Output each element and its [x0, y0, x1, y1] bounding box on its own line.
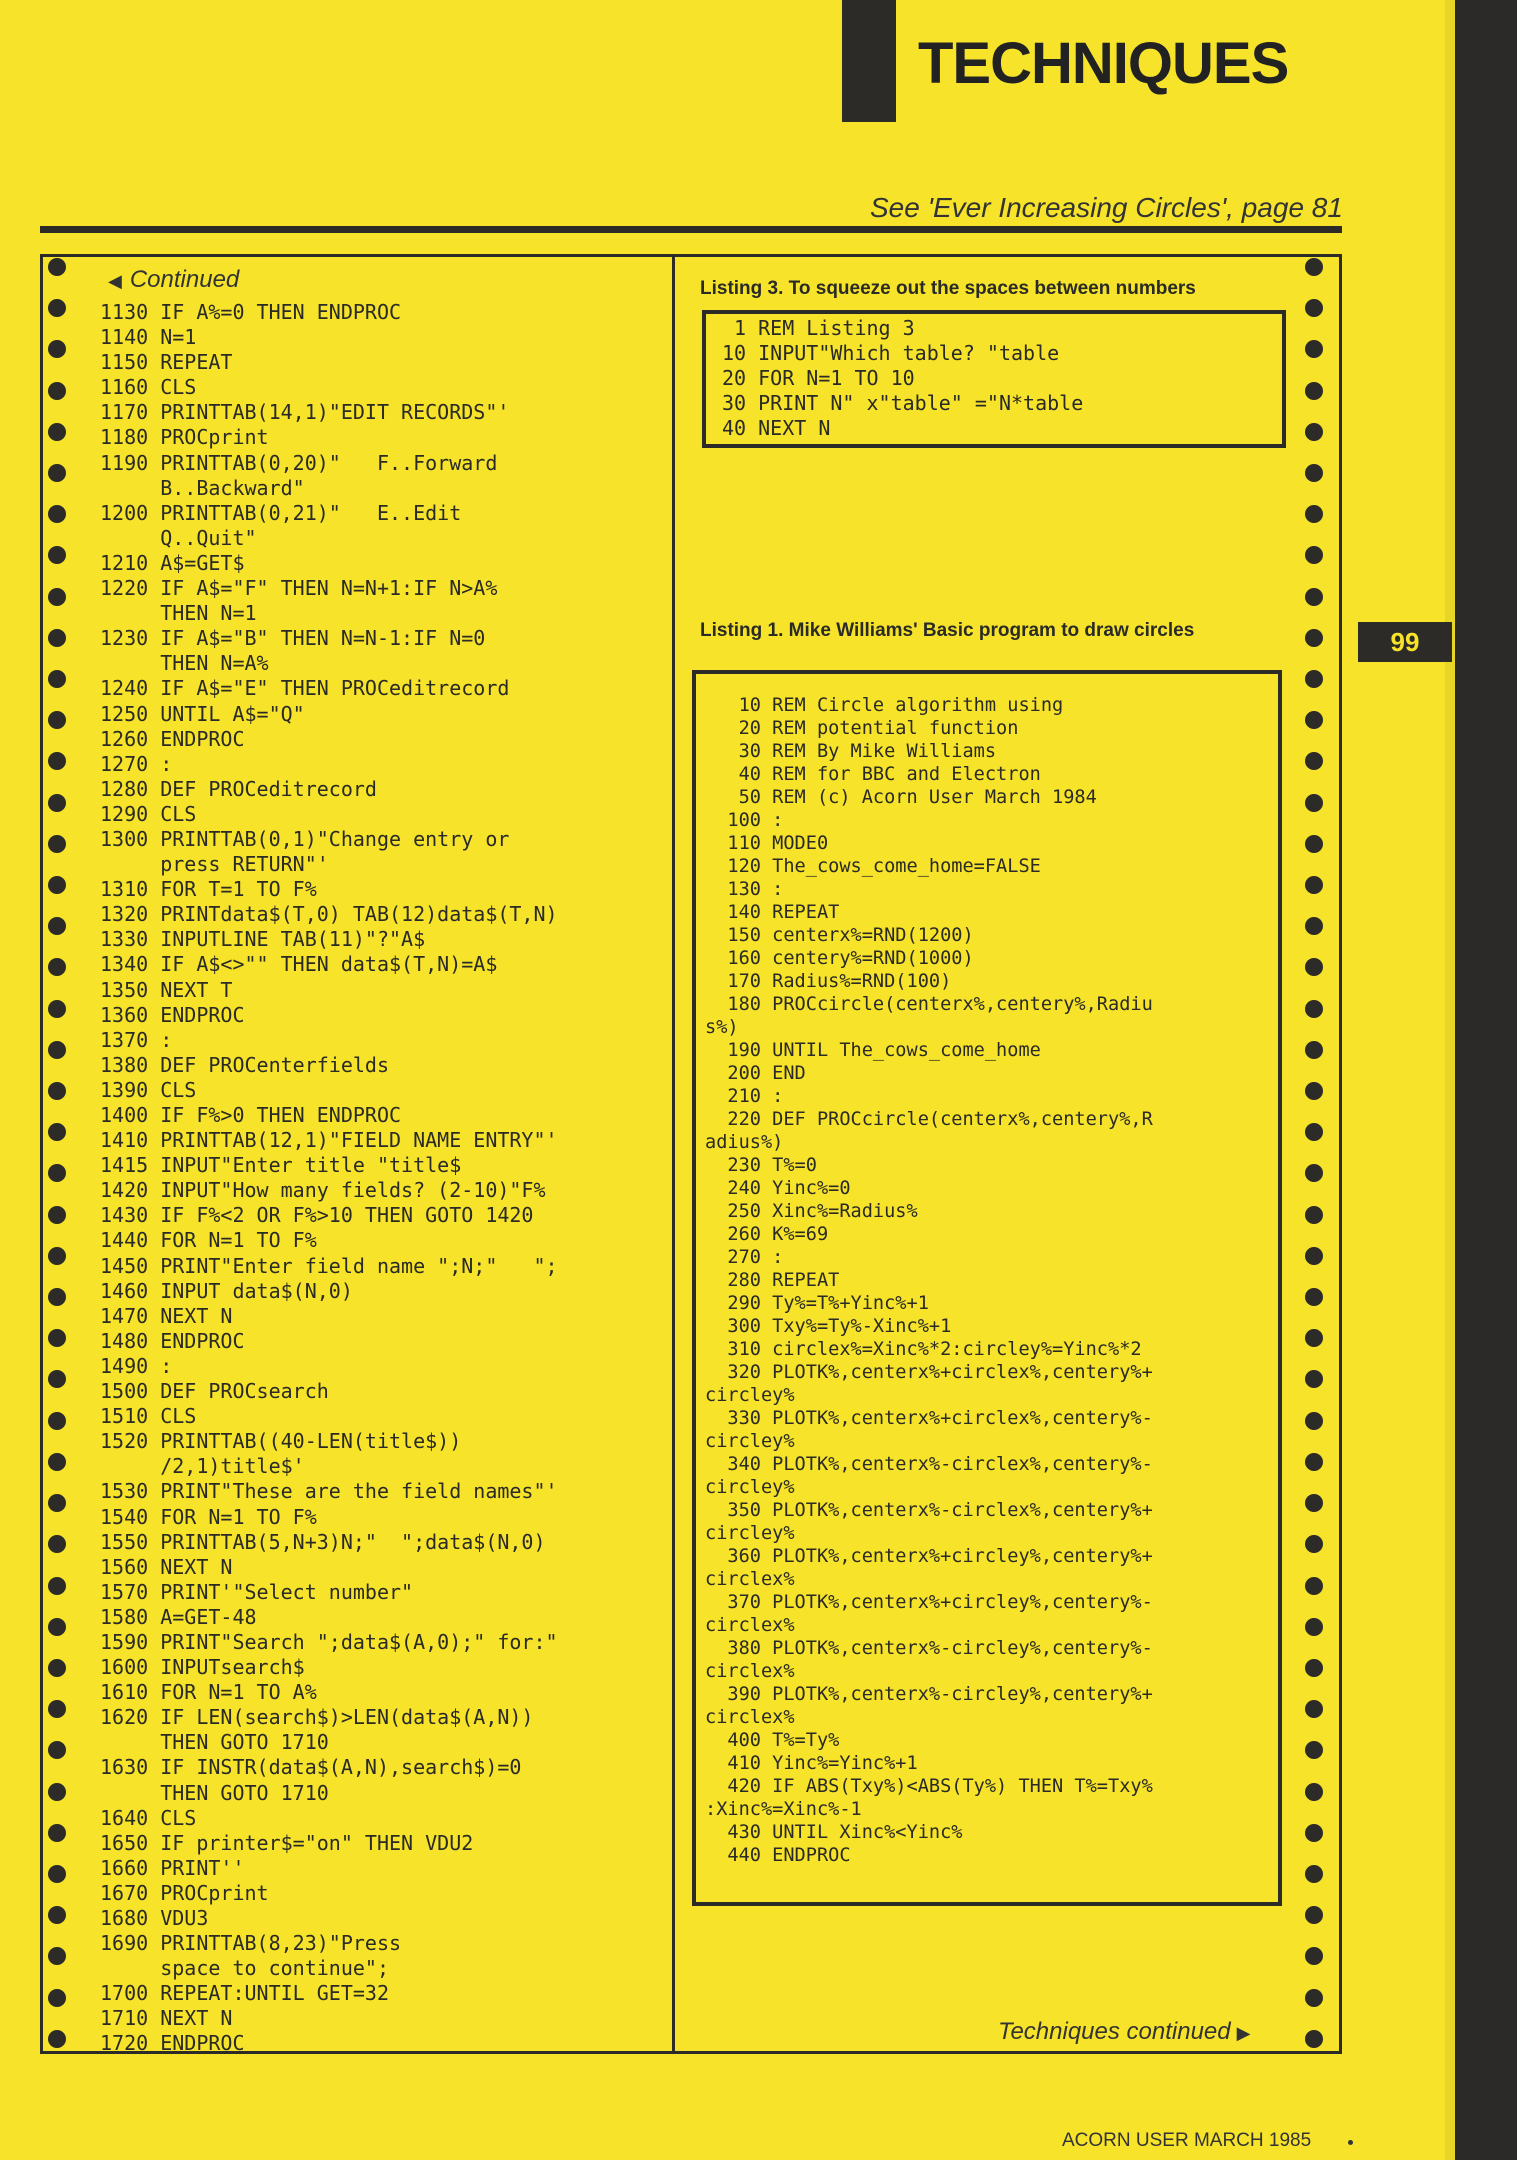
feed-hole [48, 835, 66, 853]
code-line: 170 Radius%=RND(100) [705, 971, 952, 992]
code-line: circley% [705, 1523, 795, 1544]
feed-hole [1305, 670, 1323, 688]
feed-hole [48, 1453, 66, 1471]
code-line: 1420 INPUT"How many fields? (2-10)"F% [100, 1178, 546, 1203]
code-line: 190 UNTIL The_cows_come_home [705, 1040, 1041, 1061]
code-line: 300 Txy%=Ty%-Xinc%+1 [705, 1316, 952, 1337]
feed-hole [48, 1741, 66, 1759]
code-line: 160 centery%=RND(1000) [705, 948, 974, 969]
code-line: 180 PROCcircle(centerx%,centery%,Radiu [705, 994, 1153, 1015]
code-line: 1310 FOR T=1 TO F% [100, 877, 317, 902]
feed-hole [48, 1412, 66, 1430]
listing3-caption: Listing 3. To squeeze out the spaces between numbers [700, 278, 1196, 299]
feed-hole [1305, 299, 1323, 317]
code-line: 1400 IF F%>0 THEN ENDPROC [100, 1103, 402, 1127]
code-line: adius%) [705, 1132, 784, 1153]
code-line: 1660 PRINT'' [100, 1855, 245, 1880]
feed-hole [48, 1535, 66, 1553]
feed-hole [1305, 1494, 1323, 1512]
code-line: 1490 : [100, 1353, 173, 1378]
code-line: 130 : [705, 879, 784, 900]
code-line: 280 REPEAT [705, 1270, 840, 1291]
code-line: 30 REM By Mike Williams [705, 741, 997, 762]
techniques-continued [998, 2018, 1250, 2046]
code-line: 200 END [705, 1063, 806, 1084]
code-line: 310 circlex%=Xinc%*2:circley%=Yinc%*2 [705, 1339, 1142, 1360]
code-line: 50 REM (c) Acorn User March 1984 [705, 787, 1097, 808]
feed-hole [1305, 1865, 1323, 1883]
code-line: 1230 IF A$="B" THEN N=N-1:IF N=0 [100, 626, 486, 651]
feed-hole [48, 588, 66, 606]
listing1-caption: Listing 1. Mike Williams' Basic program to draw circles [700, 620, 1195, 641]
feed-hole [48, 1164, 66, 1182]
feed-hole [1305, 1535, 1323, 1553]
code-line: 1520 PRINTTAB((40-LEN(title$)) [100, 1429, 462, 1454]
code-line: 1190 PRINTTAB(0,20)" F..Forward [100, 450, 498, 475]
feed-hole [48, 752, 66, 770]
feed-hole [1305, 1164, 1323, 1182]
code-line: 260 K%=69 [705, 1224, 829, 1245]
code-line: 40 REM for BBC and Electron [705, 764, 1041, 785]
feed-hole [1305, 423, 1323, 441]
feed-hole [1305, 1618, 1323, 1636]
page-gutter-shade [1445, 0, 1455, 2160]
code-line: 370 PLOTK%,centerx%+circley%,centery%- [705, 1592, 1153, 1613]
code-line: 1200 PRINTTAB(0,21)" E..Edit [100, 500, 462, 525]
cross-reference: See 'Ever Increasing Circles', page 81 [870, 192, 1343, 223]
code-line: circlex% [705, 1615, 795, 1636]
code-line: 1170 PRINTTAB(14,1)"EDIT RECORDS"' [100, 400, 510, 425]
feed-hole [1305, 382, 1323, 400]
code-line: 440 ENDPROC [705, 1845, 851, 1866]
feed-hole [1305, 629, 1323, 647]
feed-hole [48, 1041, 66, 1059]
code-line: 1630 IF INSTR(data$(A,N),search$)=0 [100, 1755, 522, 1780]
code-line: 1180 PROCprint [100, 425, 269, 450]
code-line: 1130 IF A%=0 THEN ENDPROC [100, 300, 402, 324]
code-line: 290 Ty%=T%+Yinc%+1 [705, 1293, 929, 1314]
feed-hole [1305, 1370, 1323, 1388]
listing-continued-code [100, 300, 558, 2057]
feed-hole [48, 1618, 66, 1636]
code-line: 100 : [705, 810, 784, 831]
code-line: 1670 PROCprint [100, 1880, 269, 1905]
feed-hole [48, 1123, 66, 1141]
feed-hole [48, 1288, 66, 1306]
code-line: 1610 FOR N=1 TO A% [100, 1680, 317, 1705]
code-line: 1580 A=GET-48 [100, 1604, 257, 1629]
code-line: 1590 PRINT"Search ";data$(A,0);" for:" [100, 1629, 558, 1654]
feed-hole [1305, 711, 1323, 729]
code-line: THEN GOTO 1710 [100, 1780, 329, 1805]
code-line: 1430 IF F%<2 OR F%>10 THEN GOTO 1420 [100, 1203, 534, 1228]
feed-hole [48, 670, 66, 688]
page-number-tab: 99 [1358, 622, 1452, 662]
code-line: 1160 CLS [100, 375, 197, 400]
feed-hole [1305, 1288, 1323, 1306]
code-line: 1415 INPUT"Enter title "title$ [100, 1153, 462, 1178]
code-line: 1300 PRINTTAB(0,1)"Change entry or [100, 826, 510, 851]
code-line: THEN GOTO 1710 [100, 1730, 329, 1755]
code-line: 420 IF ABS(Txy%)<ABS(Ty%) THEN T%=Txy% [705, 1776, 1153, 1797]
code-line: 250 Xinc%=Radius% [705, 1201, 918, 1222]
feed-hole [1305, 1000, 1323, 1018]
code-line: 150 centerx%=RND(1200) [705, 925, 974, 946]
code-line: 30 PRINT N" x"table" ="N*table [722, 391, 1084, 415]
feed-hole [48, 876, 66, 894]
feed-hole [1305, 1741, 1323, 1759]
code-line: 1570 PRINT'"Select number" [100, 1579, 414, 1604]
code-line: circlex% [705, 1661, 795, 1682]
feed-hole [48, 1494, 66, 1512]
code-line: 1540 FOR N=1 TO F% [100, 1504, 317, 1529]
feed-hole [48, 423, 66, 441]
feed-hole [48, 711, 66, 729]
code-line: 1390 CLS [100, 1077, 197, 1102]
tractor-feed-holes-right [1305, 258, 1325, 2048]
code-line: 380 PLOTK%,centerx%-circley%,centery%- [705, 1638, 1153, 1659]
code-line: 220 DEF PROCcircle(centerx%,centery%,R [705, 1109, 1153, 1130]
code-line: THEN N=A% [100, 651, 269, 676]
code-line: 1270 : [100, 751, 173, 776]
feed-hole [48, 1947, 66, 1965]
feed-hole [48, 917, 66, 935]
feed-hole [1305, 464, 1323, 482]
code-line: 1440 FOR N=1 TO F% [100, 1228, 317, 1253]
feed-hole [48, 1329, 66, 1347]
code-line: 210 : [705, 1086, 784, 1107]
feed-hole [1305, 1577, 1323, 1595]
continued-text: Continued [129, 266, 240, 293]
code-line: 1260 ENDPROC [100, 726, 245, 751]
feed-hole [48, 1865, 66, 1883]
code-line: press RETURN"' [100, 852, 329, 877]
feed-hole [48, 1783, 66, 1801]
feed-hole [48, 258, 66, 276]
code-line: 10 REM Circle algorithm using [705, 695, 1064, 716]
code-line: 1240 IF A$="E" THEN PROCeditrecord [100, 676, 510, 701]
code-line: 1220 IF A$="F" THEN N=N+1:IF N>A% [100, 576, 498, 601]
feed-hole [1305, 958, 1323, 976]
feed-hole [1305, 505, 1323, 523]
code-line: 1290 CLS [100, 801, 197, 826]
feed-hole [48, 299, 66, 317]
code-line: 1250 UNTIL A$="Q" [100, 701, 305, 726]
left-arrow-icon: ◀ [108, 271, 122, 291]
code-line: 140 REPEAT [705, 902, 840, 923]
right-arrow-icon: ▶ [1236, 2023, 1251, 2043]
code-line: 1410 PRINTTAB(12,1)"FIELD NAME ENTRY"' [100, 1128, 558, 1153]
feed-hole [1305, 1906, 1323, 1924]
feed-hole [1305, 1989, 1323, 2007]
code-line: 1320 PRINTdata$(T,0) TAB(12)data$(T,N) [100, 902, 558, 927]
code-line: 1470 NEXT N [100, 1303, 233, 1328]
code-line: 1640 CLS [100, 1805, 197, 1830]
magazine-footer: ACORN USER MARCH 1985 [1062, 2130, 1312, 2151]
feed-hole [48, 1700, 66, 1718]
code-line: circlex% [705, 1707, 795, 1728]
code-line: 400 T%=Ty% [705, 1730, 840, 1751]
code-line: 1560 NEXT N [100, 1554, 233, 1579]
feed-hole [48, 382, 66, 400]
continued-label [108, 266, 239, 294]
feed-hole [48, 1206, 66, 1224]
feed-hole [1305, 1412, 1323, 1430]
feed-hole [48, 2030, 66, 2048]
code-line: 1340 IF A$<>"" THEN data$(T,N)=A$ [100, 952, 498, 977]
code-line: 430 UNTIL Xinc%<Yinc% [705, 1822, 963, 1843]
feed-hole [1305, 876, 1323, 894]
feed-hole [1305, 1041, 1323, 1059]
code-line: :Xinc%=Xinc%-1 [705, 1799, 862, 1820]
code-line: 240 Yinc%=0 [705, 1178, 851, 1199]
feed-hole [1305, 258, 1323, 276]
feed-hole [1305, 794, 1323, 812]
footer-dot [1348, 2140, 1353, 2145]
tractor-feed-holes-left [48, 258, 68, 2048]
feed-hole [1305, 1700, 1323, 1718]
code-line: 350 PLOTK%,centerx%-circlex%,centery%+ [705, 1500, 1153, 1521]
feed-hole [48, 1989, 66, 2007]
feed-hole [1305, 1082, 1323, 1100]
code-line: /2,1)title$' [100, 1454, 305, 1479]
code-line: circley% [705, 1477, 795, 1498]
header-bar [842, 0, 896, 122]
code-line: 1210 A$=GET$ [100, 550, 245, 575]
feed-hole [1305, 1453, 1323, 1471]
feed-hole [48, 629, 66, 647]
code-line: THEN N=1 [100, 601, 257, 626]
code-line: s%) [705, 1017, 739, 1038]
code-line: 1500 DEF PROCsearch [100, 1379, 329, 1404]
code-line: 1360 ENDPROC [100, 1002, 245, 1027]
code-line: circley% [705, 1431, 795, 1452]
feed-hole [48, 1659, 66, 1677]
code-line: 1720 ENDPROC [100, 2031, 245, 2056]
code-line: 1330 INPUTLINE TAB(11)"?"A$ [100, 927, 426, 952]
code-line: space to continue"; [100, 1956, 389, 1981]
column-divider [672, 254, 675, 2054]
code-line: 1450 PRINT"Enter field name ";N;" "; [100, 1253, 558, 1278]
code-line: 1150 REPEAT [100, 350, 233, 375]
feed-hole [48, 1000, 66, 1018]
listing3-code [722, 316, 1083, 441]
feed-hole [48, 505, 66, 523]
feed-hole [1305, 835, 1323, 853]
feed-hole [1305, 1247, 1323, 1265]
feed-hole [48, 464, 66, 482]
feed-hole [1305, 1329, 1323, 1347]
feed-hole [1305, 340, 1323, 358]
techniques-continued-text: Techniques continued [998, 2018, 1231, 2045]
code-line: 410 Yinc%=Yinc%+1 [705, 1753, 918, 1774]
feed-hole [1305, 546, 1323, 564]
feed-hole [48, 1082, 66, 1100]
feed-hole [1305, 752, 1323, 770]
code-line: 10 INPUT"Which table? "table [722, 341, 1060, 365]
code-line: 110 MODE0 [705, 833, 829, 854]
code-line: 1 REM Listing 3 [722, 316, 915, 340]
feed-hole [48, 1824, 66, 1842]
feed-hole [48, 1577, 66, 1595]
feed-hole [48, 340, 66, 358]
code-line: 20 REM potential function [705, 718, 1019, 739]
code-line: 1620 IF LEN(search$)>LEN(data$(A,N)) [100, 1705, 534, 1730]
code-line: 1650 IF printer$="on" THEN VDU2 [100, 1830, 474, 1855]
code-line: 120 The_cows_come_home=FALSE [705, 856, 1041, 877]
code-line: 1380 DEF PROCenterfields [100, 1052, 389, 1077]
code-line: Q..Quit" [100, 525, 257, 550]
code-line: circley% [705, 1385, 795, 1406]
code-line: 230 T%=0 [705, 1155, 817, 1176]
code-line: 1460 INPUT data$(N,0) [100, 1278, 353, 1303]
code-line: 330 PLOTK%,centerx%+circlex%,centery%- [705, 1408, 1153, 1429]
code-line: 1690 PRINTTAB(8,23)"Press [100, 1931, 402, 1956]
code-line: 270 : [705, 1247, 784, 1268]
feed-hole [1305, 1783, 1323, 1801]
feed-hole [1305, 1123, 1323, 1141]
feed-hole [1305, 1659, 1323, 1677]
feed-hole [48, 1370, 66, 1388]
feed-hole [1305, 1947, 1323, 1965]
code-line: 360 PLOTK%,centerx%+circley%,centery%+ [705, 1546, 1153, 1567]
code-line: 1280 DEF PROCeditrecord [100, 776, 377, 801]
code-line: circlex% [705, 1569, 795, 1590]
code-line: 320 PLOTK%,centerx%+circlex%,centery%+ [705, 1362, 1153, 1383]
feed-hole [1305, 1824, 1323, 1842]
code-line: 1370 : [100, 1027, 173, 1052]
code-line: 1700 REPEAT:UNTIL GET=32 [100, 1981, 389, 2006]
code-line: 1710 NEXT N [100, 2006, 233, 2031]
code-line: 1510 CLS [100, 1404, 197, 1429]
feed-hole [48, 1906, 66, 1924]
code-line: 1550 PRINTTAB(5,N+3)N;" ";data$(N,0) [100, 1529, 546, 1554]
feed-hole [1305, 2030, 1323, 2048]
code-line: 1680 VDU3 [100, 1906, 209, 1930]
feed-hole [1305, 917, 1323, 935]
code-line: 1140 N=1 [100, 325, 197, 350]
code-line: B..Backward" [100, 475, 305, 500]
code-line: 1480 ENDPROC [100, 1328, 245, 1353]
feed-hole [1305, 1206, 1323, 1224]
feed-hole [48, 546, 66, 564]
code-line: 1530 PRINT"These are the field names"' [100, 1479, 558, 1504]
header-rule [40, 226, 1342, 233]
code-line: 20 FOR N=1 TO 10 [722, 366, 915, 390]
page-binding-edge [1455, 0, 1517, 2160]
feed-hole [48, 794, 66, 812]
code-line: 340 PLOTK%,centerx%-circlex%,centery%- [705, 1454, 1153, 1475]
feed-hole [1305, 588, 1323, 606]
feed-hole [48, 1247, 66, 1265]
code-line: 1600 INPUTsearch$ [100, 1655, 305, 1680]
section-title: TECHNIQUES [918, 31, 1289, 96]
code-line: 390 PLOTK%,centerx%-circley%,centery%+ [705, 1684, 1153, 1705]
code-line: 40 NEXT N [722, 416, 831, 440]
listing1-code [705, 694, 1153, 1867]
feed-hole [48, 958, 66, 976]
code-line: 1350 NEXT T [100, 977, 233, 1002]
